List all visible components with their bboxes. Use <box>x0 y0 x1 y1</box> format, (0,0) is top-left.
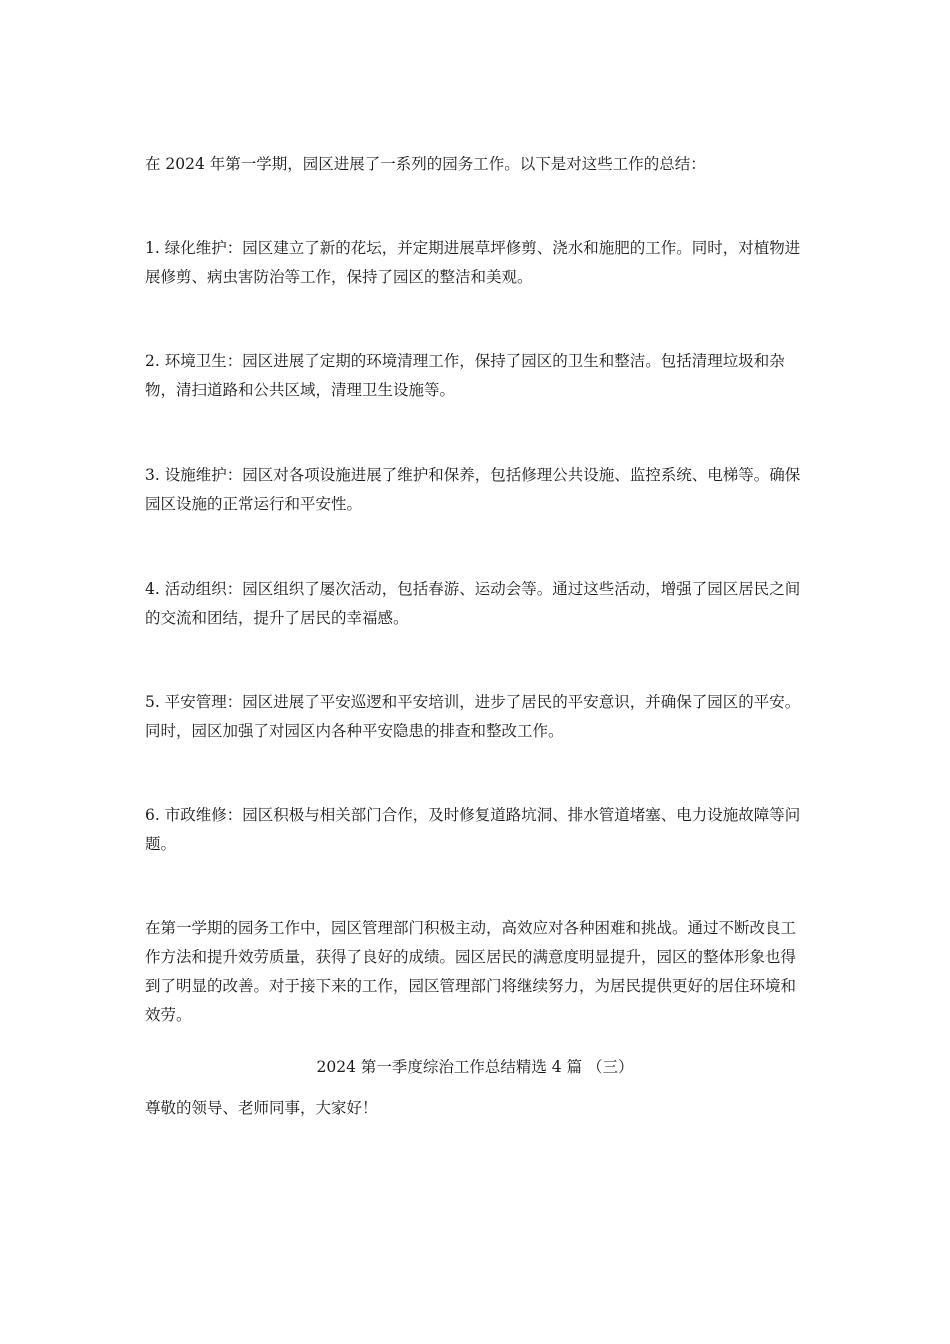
conclusion-paragraph: 在第一学期的园务工作中，园区管理部门积极主动，高效应对各种困难和挑战。通过不断改良工作方法和提升效劳质量，获得了良好的成绩。园区居民的满意度明显提升，园区的整体形象也得到了明显的改善。对于接下来的工作，园区管理部门将继续努力，为居民提供更好的居住环境和效劳。 <box>145 919 797 1024</box>
greeting-line: 尊敬的领导、老师同事，大家好！ <box>145 1099 378 1117</box>
item-greening: 1. 绿化维护：园区建立了新的花坛，并定期进展草坪修剪、浇水和施肥的工作。同时，对植物进展修剪、病虫害防治等工作，保持了园区的整洁和美观。 <box>145 239 801 286</box>
item-facilities: 3. 设施维护：园区对各项设施进展了维护和保养，包括修理公共设施、监控系统、电梯等。确保园区设施的正常运行和平安性。 <box>145 466 801 513</box>
section-heading: 2024 第一季度综治工作总结精选 4 篇 （三） <box>316 1058 634 1076</box>
intro-paragraph: 在 2024 年第一学期，园区进展了一系列的园务工作。以下是对这些工作的总结： <box>145 155 706 173</box>
item-safety: 5. 平安管理：园区进展了平安巡逻和平安培训，进步了居民的平安意识，并确保了园区的平安。同时，园区加强了对园区内各种平安隐患的排查和整改工作。 <box>145 693 801 740</box>
item-activities: 4. 活动组织：园区组织了屡次活动，包括春游、运动会等。通过这些活动，增强了园区居民之间的交流和团结，提升了居民的幸福感。 <box>145 580 801 627</box>
item-sanitation: 2. 环境卫生：园区进展了定期的环境清理工作，保持了园区的卫生和整洁。包括清理垃圾和杂物，清扫道路和公共区域，清理卫生设施等。 <box>145 352 785 399</box>
item-municipal: 6. 市政维修：园区积极与相关部门合作，及时修复道路坑洞、排水管道堵塞、电力设施故障等问题。 <box>145 806 801 853</box>
